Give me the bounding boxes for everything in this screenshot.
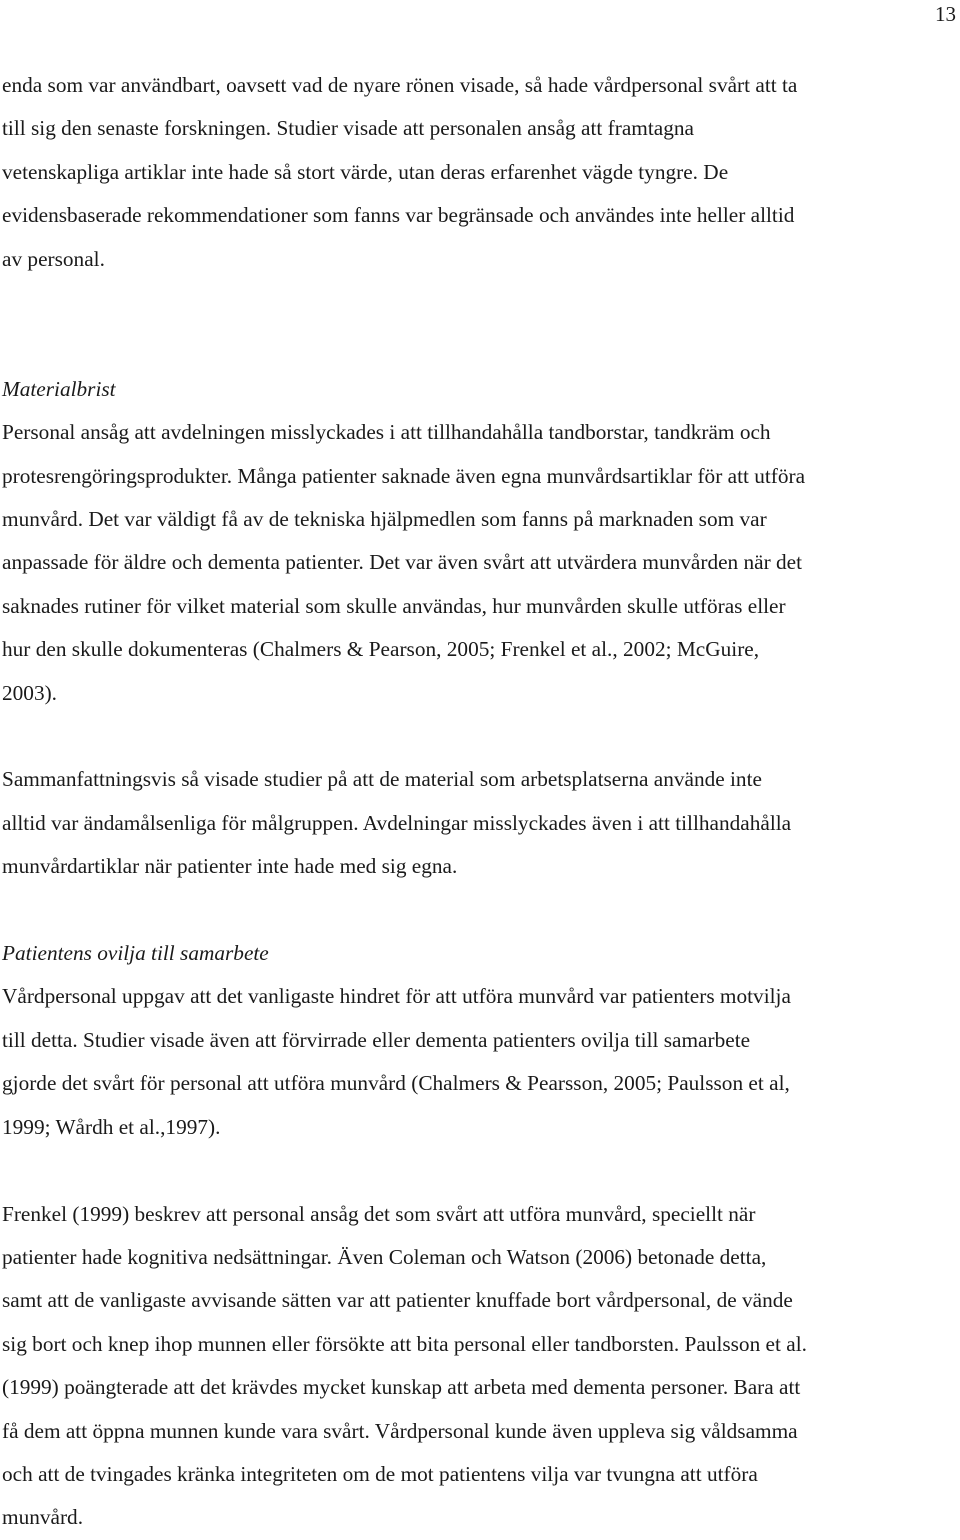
text-line: Vårdpersonal uppgav att det vanligaste hindret för att utföra munvård var patienters motvilja <box>2 984 791 1009</box>
text-line: protesrengöringsprodukter. Många patienter saknade även egna munvårdsartiklar för att utföra <box>2 463 806 488</box>
text-line: (1999) poängterade att det krävdes mycket kunskap att arbeta med dementa personer. Bara att <box>2 1375 801 1400</box>
text-line: få dem att öppna munnen kunde vara svårt. Vårdpersonal kunde även uppleva sig våldsamma <box>2 1418 798 1443</box>
document-body <box>2 64 952 1540</box>
text-line: alltid var ändamålsenliga för målgruppen. Avdelningar misslyckades även i att tillhandahålla <box>2 810 792 835</box>
text-line: patienter hade kognitiva nedsättningar. Även Coleman och Watson (2006) betonade detta, <box>2 1244 767 1269</box>
section-heading: Materialbrist <box>2 376 116 401</box>
text-line: och att de tvingades kränka integriteten om de mot patientens vilja var tvungna att utföra <box>2 1461 758 1486</box>
text-line: till sig den senaste forskningen. Studier visade att personalen ansåg att framtagna <box>2 116 694 141</box>
page-number: 13 <box>935 2 956 26</box>
text-line: vetenskapliga artiklar inte hade så stort värde, utan deras erfarenhet vägde tyngre. De <box>2 159 729 184</box>
text-line: Personal ansåg att avdelningen misslyckades i att tillhandahålla tandborstar, tandkräm och <box>2 420 771 445</box>
text-line: hur den skulle dokumenteras (Chalmers & Pearson, 2005; Frenkel et al., 2002; McGuire, <box>2 637 760 662</box>
text-line: 2003). <box>2 680 58 705</box>
section-patientens-ovilja <box>2 932 952 1149</box>
text-line: munvård. Det var väldigt få av de tekniska hjälpmedlen som fanns på marknaden som var <box>2 507 767 532</box>
section-heading: Patientens ovilja till samarbete <box>2 941 269 966</box>
text-line: Sammanfattningsvis så visade studier på att de material som arbetsplatserna använde inte <box>2 767 762 792</box>
text-line: saknades rutiner för vilket material som skulle användas, hur munvården skulle utföras eller <box>2 593 786 618</box>
text-line: anpassade för äldre och dementa patienter. Det var även svårt att utvärdera munvården när det <box>2 550 803 575</box>
text-line: av personal. <box>2 246 105 271</box>
text-line: 1999; Wårdh et al.,1997). <box>2 1114 221 1139</box>
text-line: munvård. <box>2 1505 84 1530</box>
text-line: gjorde det svårt för personal att utföra munvård (Chalmers & Pearsson, 2005; Paulsson et al, <box>2 1071 790 1096</box>
text-line: enda som var användbart, oavsett vad de nyare rönen visade, så hade vårdpersonal svårt att ta <box>2 73 798 97</box>
text-line: evidensbaserade rekommendationer som fanns var begränsade och användes inte heller alltid <box>2 203 795 228</box>
text-line: sig bort och knep ihop munnen eller försökte att bita personal eller tandborsten. Paulsson et al. <box>2 1331 807 1356</box>
text-line: till detta. Studier visade även att förvirrade eller dementa patienters ovilja till samarbete <box>2 1027 751 1052</box>
paragraph-summary <box>2 758 952 888</box>
text-line: Frenkel (1999) beskrev att personal ansåg det som svårt att utföra munvård, speciellt när <box>2 1201 756 1226</box>
paragraph-continuation <box>2 64 952 281</box>
text-line: samt att de vanligaste avvisande sätten var att patienter knuffade bort vårdpersonal, de vände <box>2 1288 793 1313</box>
text-line: munvårdartiklar när patienter inte hade med sig egna. <box>2 854 458 879</box>
paragraph-frenkel <box>2 1193 952 1540</box>
section-materialbrist <box>2 368 952 715</box>
